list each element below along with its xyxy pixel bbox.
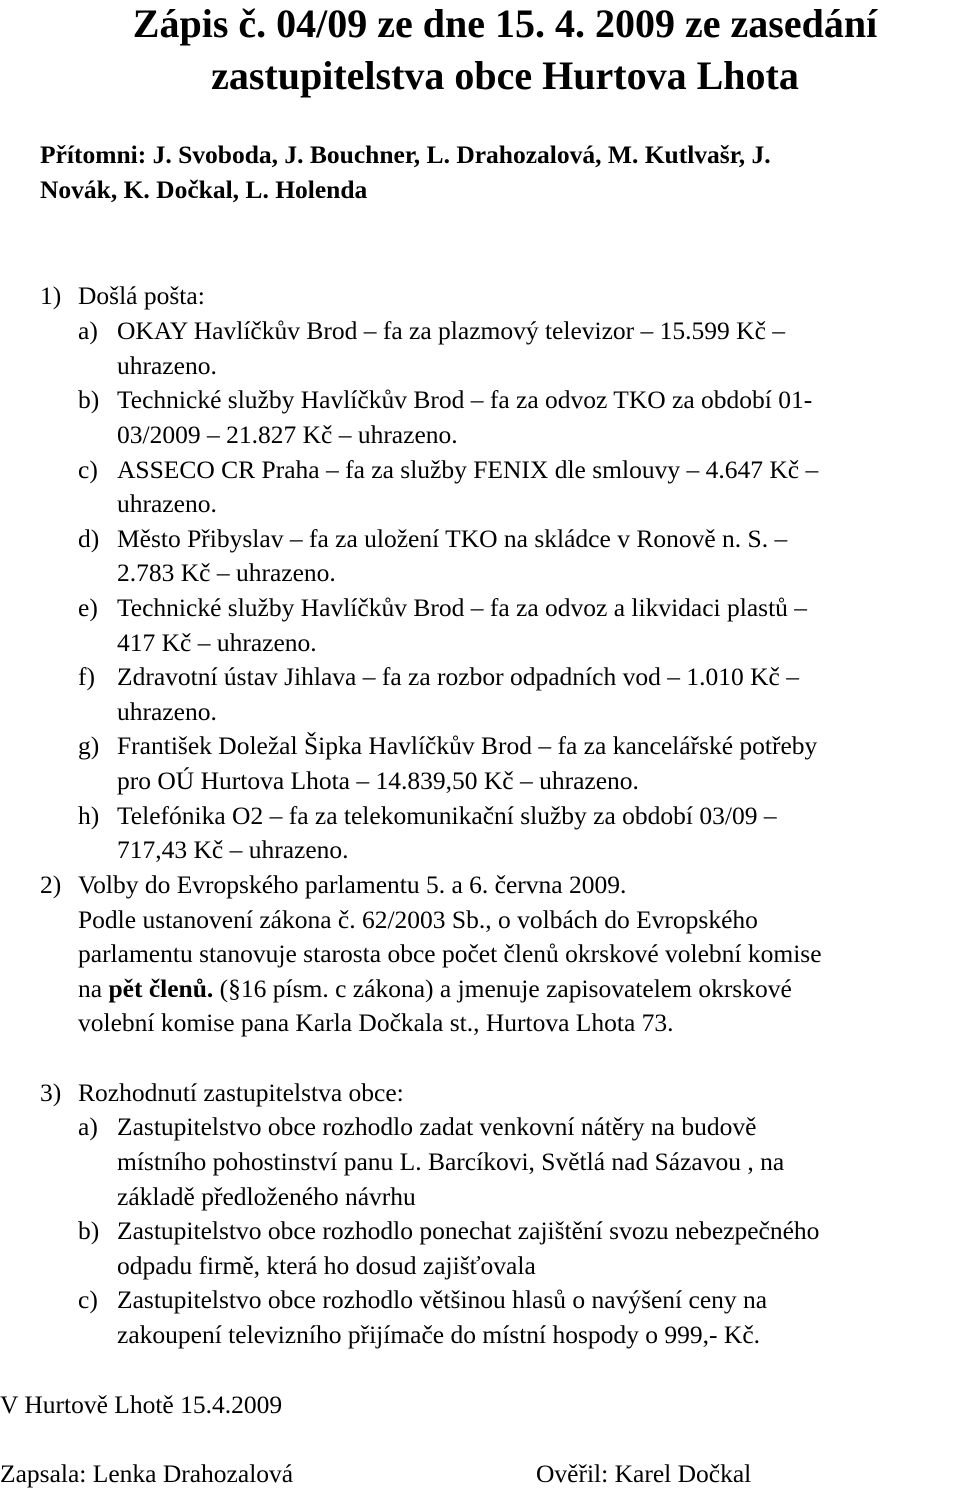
section-2-line-2: parlamentu stanovuje starosta obce počet členů okrskové volební komise	[78, 939, 822, 968]
item-1e-line-1: Technické služby Havlíčkův Brod – fa za odvoz a likvidaci plastů –	[117, 593, 808, 622]
recorded-by: Zapsala: Lenka Drahozalová	[0, 1459, 294, 1488]
item-1e-label: e)	[78, 593, 98, 622]
item-1g-line-1: František Doležal Šipka Havlíčkův Brod – fa za kancelářské potřeby	[117, 731, 818, 760]
item-3b-label: b)	[78, 1216, 100, 1245]
item-1b-line-2: 03/2009 – 21.827 Kč – uhrazeno.	[117, 420, 458, 449]
section-2-line-3	[78, 976, 792, 1002]
item-1g-label: g)	[78, 731, 100, 760]
section-2-heading: Volby do Evropského parlamentu 5. a 6. června 2009.	[78, 870, 627, 899]
item-3c-label: c)	[78, 1285, 98, 1314]
section-2-number: 2)	[40, 870, 62, 899]
item-1a-line-2: uhrazeno.	[117, 351, 217, 380]
document-title-line-2: zastupitelstva obce Hurtova Lhota	[211, 53, 799, 98]
section-2-line-3-start: na	[78, 974, 109, 1003]
item-3b-line-1: Zastupitelstvo obce rozhodlo ponechat zajištění svozu nebezpečného	[117, 1216, 820, 1245]
section-2-line-1: Podle ustanovení zákona č. 62/2003 Sb., o volbách do Evropského	[78, 905, 758, 934]
item-3a-line-2: místního pohostinství panu L. Barcíkovi, Světlá nad Sázavou , na	[117, 1147, 785, 1176]
section-2-line-4: volební komise pana Karla Dočkala st., Hurtova Lhota 73.	[78, 1008, 674, 1037]
document-title-line-1: Zápis č. 04/09 ze dne 15. 4. 2009 ze zasedání	[132, 1, 878, 46]
section-1-number: 1)	[40, 281, 62, 310]
item-1a-line-1: OKAY Havlíčkův Brod – fa za plazmový televizor – 15.599 Kč –	[117, 316, 786, 345]
item-1c-line-1: ASSECO CR Praha – fa za služby FENIX dle smlouvy – 4.647 Kč –	[117, 455, 819, 484]
place-and-date: V Hurtově Lhotě 15.4.2009	[0, 1390, 283, 1419]
attendance-line-1: Přítomni: J. Svoboda, J. Bouchner, L. Drahozalová, M. Kutlvašr, J.	[40, 140, 771, 169]
section-3-heading: Rozhodnutí zastupitelstva obce:	[78, 1078, 404, 1107]
item-1c-label: c)	[78, 455, 98, 484]
item-1d-line-1: Město Přibyslav – fa za uložení TKO na skládce v Ronově n. S. –	[117, 524, 788, 553]
item-3a-line-3: základě předloženého návrhu	[117, 1182, 416, 1211]
section-3-number: 3)	[40, 1078, 62, 1107]
item-1d-label: d)	[78, 524, 100, 553]
item-3b-line-2: odpadu firmě, která ho dosud zajišťovala	[117, 1251, 536, 1280]
item-1h-line-1: Telefónika O2 – fa za telekomunikační služby za období 03/09 –	[117, 801, 777, 830]
item-3a-label: a)	[78, 1112, 98, 1141]
item-3a-line-1: Zastupitelstvo obce rozhodlo zadat venkovní nátěry na budově	[117, 1112, 757, 1141]
item-1a-label: a)	[78, 316, 98, 345]
attendance-line-2: Novák, K. Dočkal, L. Holenda	[40, 175, 368, 204]
verified-by: Ověřil: Karel Dočkal	[536, 1459, 752, 1488]
item-1g-line-2: pro OÚ Hurtova Lhota – 14.839,50 Kč – uhrazeno.	[117, 766, 639, 795]
item-1b-label: b)	[78, 385, 100, 414]
item-1b-line-1: Technické služby Havlíčkův Brod – fa za odvoz TKO za období 01-	[117, 385, 813, 414]
item-3c-line-2: zakoupení televizního přijímače do místní hospody o 999,- Kč.	[117, 1320, 761, 1349]
committee-size-emphasis: pět členů.	[108, 974, 214, 1003]
item-3c-line-1: Zastupitelstvo obce rozhodlo většinou hlasů o navýšení ceny na	[117, 1285, 768, 1314]
item-1f-line-1: Zdravotní ústav Jihlava – fa za rozbor odpadních vod – 1.010 Kč –	[117, 662, 799, 691]
item-1f-line-2: uhrazeno.	[117, 697, 217, 726]
item-1f-label: f)	[78, 662, 95, 691]
section-1-heading: Došlá pošta:	[78, 281, 205, 310]
item-1c-line-2: uhrazeno.	[117, 489, 217, 518]
item-1h-label: h)	[78, 801, 100, 830]
item-1d-line-2: 2.783 Kč – uhrazeno.	[117, 558, 336, 587]
item-1e-line-2: 417 Kč – uhrazeno.	[117, 628, 317, 657]
section-2-line-3-end: (§16 písm. c zákona) a jmenuje zapisovatelem okrskové	[213, 974, 792, 1003]
item-1h-line-2: 717,43 Kč – uhrazeno.	[117, 835, 349, 864]
